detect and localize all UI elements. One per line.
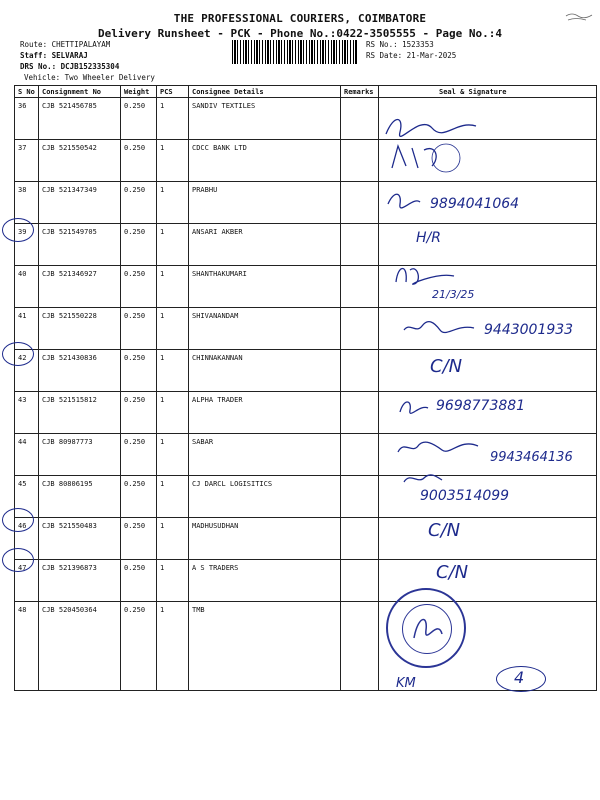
staff-value: SELVARAJ (51, 51, 88, 60)
col-remarks: Remarks (341, 86, 379, 98)
signature-row36 (380, 108, 500, 144)
signature-row45 (400, 470, 444, 488)
table-row: 36 CJB 521456785 0.250 1 SANDIV TEXTILES (15, 98, 597, 140)
vehicle-line: Vehicle: Two Wheeler Delivery (24, 73, 155, 82)
drs-value: DCJB152335304 (60, 62, 120, 71)
staff-line: Staff: SELVARAJ (20, 51, 88, 60)
page-number-handwritten: 4 (514, 668, 525, 687)
row45-phone: 9003514099 (420, 488, 510, 504)
table-row: 42 CJB 521430836 0.250 1 CHINNAKANNAN (15, 350, 597, 392)
corner-scribble-icon (564, 10, 594, 24)
table-row: 46 CJB 521550483 0.250 1 MADHUSUDHAN (15, 518, 597, 560)
table-row: 39 CJB 521549705 0.250 1 ANSARI AKBER (15, 224, 597, 266)
table-header-row (15, 86, 597, 98)
rs-date-value: 21-Mar-2025 (406, 51, 457, 60)
rs-no-line: RS No.: 1523353 (366, 40, 434, 49)
rs-no-value: 1523353 (402, 40, 434, 49)
col-seal-signature: Seal & Signature (379, 86, 597, 98)
barcode (232, 40, 358, 64)
row42-note: C/N (430, 356, 463, 377)
table-row: 45 CJB 80806195 0.250 1 CJ DARCL LOGISITICS (15, 476, 597, 518)
delivery-table (14, 85, 597, 691)
row47-note: C/N (436, 562, 469, 583)
company-title: THE PROFESSIONAL COURIERS, COIMBATORE (173, 12, 427, 25)
runsheet-title: Delivery Runsheet - PCK - Phone No.:0422-3505555 - Page No.:4 (98, 27, 502, 40)
route-value: CHETTIPALAYAM (51, 40, 111, 49)
col-consignee: Consignee Details (189, 86, 341, 98)
signature-row41 (400, 316, 480, 340)
stamp-signature (408, 608, 448, 648)
rs-date-line: RS Date: 21-Mar-2025 (366, 51, 457, 60)
col-consignment: Consignment No (39, 86, 121, 98)
col-pcs: PCS (157, 86, 189, 98)
route-line: Route: CHETTIPALAYAM (20, 40, 111, 49)
col-sno: S No (15, 86, 39, 98)
signature-row43 (396, 396, 432, 418)
col-weight: Weight (121, 86, 157, 98)
row41-phone: 9443001933 (484, 322, 574, 338)
row43-phone: 9698773881 (436, 398, 526, 414)
signature-row37 (388, 140, 468, 176)
table-row: 47 CJB 521396873 0.250 1 A S TRADERS (15, 560, 597, 602)
table-row: 38 CJB 521347349 0.250 1 PRABHU (15, 182, 597, 224)
row46-note: C/N (428, 520, 461, 541)
company-stamp-seal (386, 588, 466, 668)
table-row: 48 CJB 520450364 0.250 1 TMB (15, 602, 597, 691)
signature-row38 (384, 186, 424, 212)
vehicle-value: Two Wheeler Delivery (64, 73, 155, 82)
drs-line: DRS No.: DCJB152335304 (20, 62, 120, 71)
table-row: 43 CJB 521515812 0.250 1 ALPHA TRADER (15, 392, 597, 434)
row38-phone: 9894041064 (430, 196, 520, 212)
signature-row44 (394, 434, 484, 460)
initials: KM (396, 676, 416, 691)
row44-phone: 9943464136 (490, 450, 573, 465)
table-row: 40 CJB 521346927 0.250 1 SHANTHAKUMARI (15, 266, 597, 308)
table-row: 44 CJB 80987773 0.250 1 SABAR (15, 434, 597, 476)
row39-note: H/R (416, 230, 441, 246)
signature-row40 (392, 262, 462, 290)
row40-date: 21/3/25 (432, 288, 475, 301)
table-row: 37 CJB 521550542 0.250 1 CDCC BANK LTD (15, 140, 597, 182)
table-row: 41 CJB 521550228 0.250 1 SHIVANANDAM (15, 308, 597, 350)
